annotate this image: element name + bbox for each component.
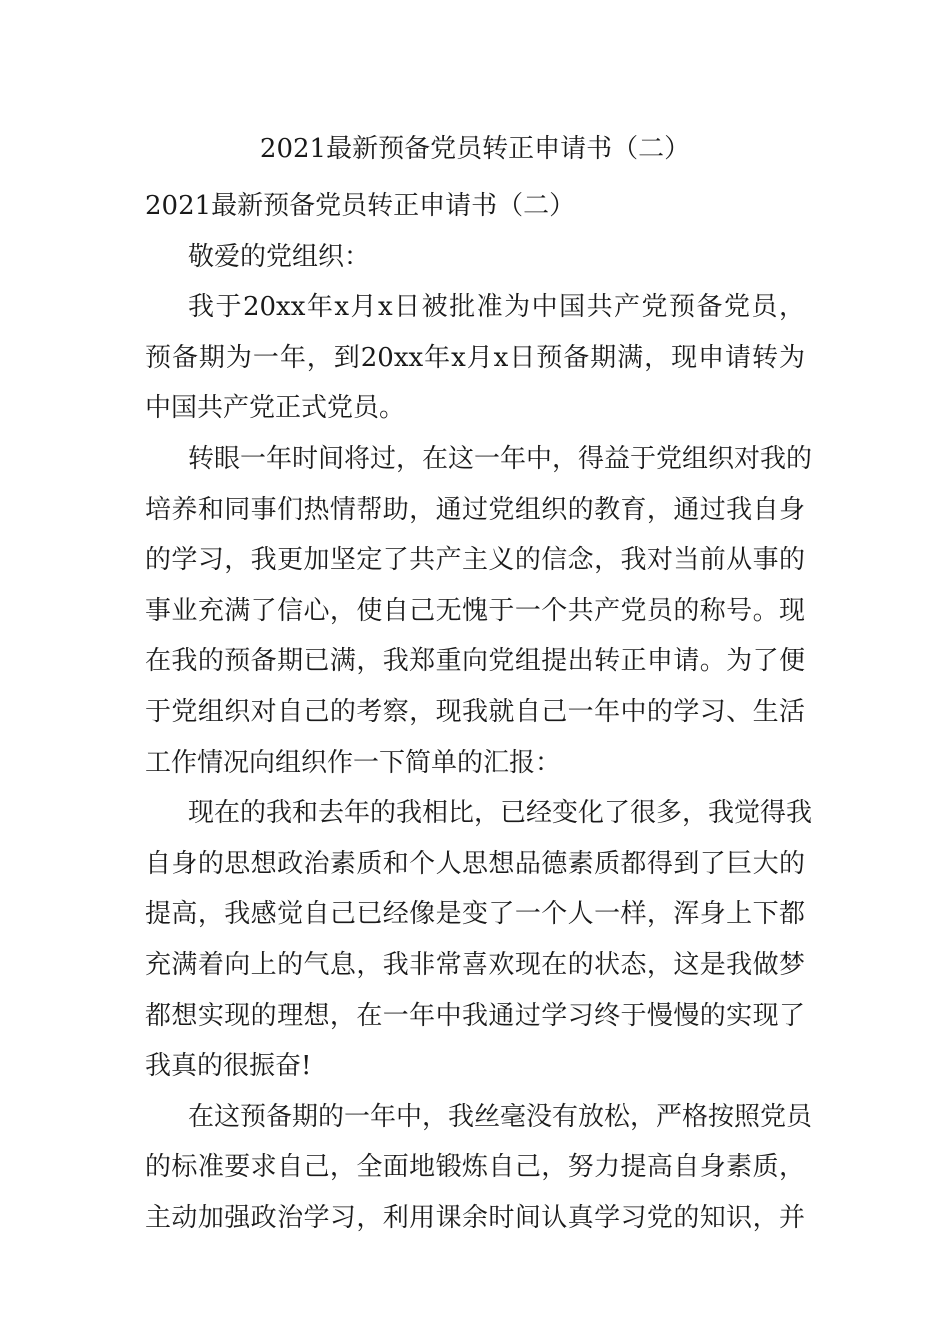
body-line: 自身的思想政治素质和个人思想品德素质都得到了巨大的 bbox=[145, 848, 805, 879]
body-line: 主动加强政治学习，利用课余时间认真学习党的知识，并 bbox=[145, 1202, 805, 1233]
document-title: 2021最新预备党员转正申请书（二） bbox=[259, 134, 691, 164]
body-line: 都想实现的理想，在一年中我通过学习终于慢慢的实现了 bbox=[145, 1000, 805, 1031]
body-line: 在这预备期的一年中，我丝毫没有放松，严格按照党员 bbox=[188, 1101, 813, 1132]
body-line: 我于20xx年x月x日被批准为中国共产党预备党员， bbox=[188, 292, 805, 323]
body-line: 事业充满了信心，使自己无愧于一个共产党员的称号。现 bbox=[145, 595, 805, 626]
body-line: 敬爱的党组织： bbox=[188, 241, 371, 272]
body-line: 培养和同事们热情帮助，通过党组织的教育，通过我自身 bbox=[145, 494, 805, 525]
body-line: 现在的我和去年的我相比，已经变化了很多，我觉得我 bbox=[188, 798, 813, 829]
body-line: 于党组织对自己的考察，现我就自己一年中的学习、生活 bbox=[145, 696, 805, 727]
body-line: 充满着向上的气息，我非常喜欢现在的状态，这是我做梦 bbox=[145, 949, 805, 980]
body-line: 中国共产党正式党员。 bbox=[145, 393, 406, 424]
body-line: 预备期为一年，到20xx年x月x日预备期满，现申请转为 bbox=[145, 342, 805, 373]
body-line: 工作情况向组织作一下简单的汇报： bbox=[145, 747, 562, 778]
body-line: 的标准要求自己，全面地锻炼自己，努力提高自身素质， bbox=[145, 1152, 805, 1183]
body-line: 我真的很振奋! bbox=[145, 1051, 312, 1082]
document-body bbox=[145, 181, 813, 1243]
body-line: 在我的预备期已满，我郑重向党组提出转正申请。为了便 bbox=[145, 646, 805, 677]
body-line: 的学习，我更加坚定了共产主义的信念，我对当前从事的 bbox=[145, 545, 805, 576]
body-line: 转眼一年时间将过，在这一年中，得益于党组织对我的 bbox=[188, 443, 813, 474]
document-subtitle: 2021最新预备党员转正申请书（二） bbox=[145, 191, 576, 221]
body-line: 提高，我感觉自己已经像是变了一个人一样，浑身上下都 bbox=[145, 899, 805, 930]
